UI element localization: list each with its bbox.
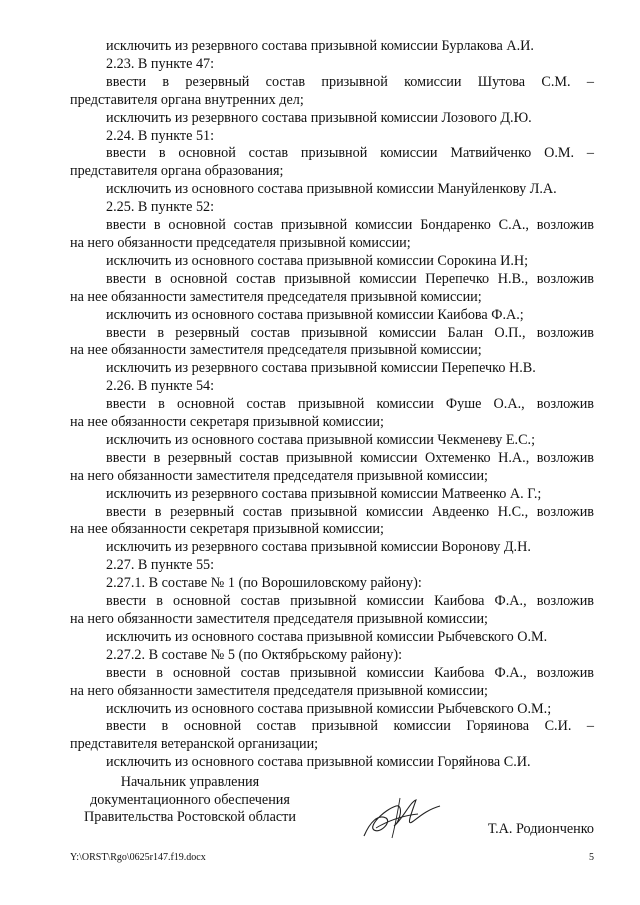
text-line: ввести в резервный состав призывной комиссии Авдеенко Н.С., возложив xyxy=(106,503,594,520)
handwritten-signature xyxy=(356,792,446,842)
page-footer xyxy=(70,852,594,863)
file-path: Y:\ORST\Rgo\0625r147.f19.docx xyxy=(70,852,206,863)
text-line: исключить из основного состава призывной комиссии Сорокина И.Н; xyxy=(106,252,529,269)
text-line: на него обязанности заместителя председателя призывной комиссии; xyxy=(70,467,488,484)
text-line: исключить из основного состава призывной комиссии Чекменеву Е.С.; xyxy=(106,431,536,448)
text-line: на него обязанности заместителя председателя призывной комиссии; xyxy=(70,611,488,627)
signatory-title-line: Начальник управления xyxy=(120,774,260,790)
text-line: исключить из основного состава призывной комиссии Горяйнова С.И. xyxy=(106,754,531,771)
signature-block xyxy=(70,774,594,844)
text-line: ввести в основной состав призывной комиссии Бондаренко С.А., возложив xyxy=(106,217,594,234)
text-line: ввести в основной состав призывной комиссии Перепечко Н.В., возложив xyxy=(106,270,594,287)
text-line: исключить из резервного состава призывной комиссии Матвеенко А. Г.; xyxy=(106,485,542,502)
text-line: на нее обязанности секретаря призывной комиссии; xyxy=(70,521,384,538)
text-line: ввести в резервный состав призывной комиссии Шутова С.М. – xyxy=(106,73,594,90)
text-line: исключить из резервного состава призывной комиссии Воронову Д.Н. xyxy=(106,539,531,556)
text-line: ввести в основной состав призывной комиссии Каибова Ф.А., возложив xyxy=(106,664,594,681)
signatory-name: Т.А. Родионченко xyxy=(487,821,594,837)
text-line: исключить из основного состава призывной комиссии Рыбчевского О.М. xyxy=(106,628,548,645)
text-line: на него обязанности председателя призывной комиссии; xyxy=(70,234,411,251)
text-line: ввести в основной состав призывной комиссии Каибова Ф.А., возложив xyxy=(106,593,594,610)
text-line: исключить из основного состава призывной комиссии Рыбчевского О.М.; xyxy=(106,700,552,717)
text-line: исключить из резервного состава призывной комиссии Лозового Д.Ю. xyxy=(106,109,532,126)
text-line: 2.25. В пункте 52: xyxy=(106,199,215,216)
text-line: ввести в резервный состав призывной комиссии Балан О.П., возложив xyxy=(106,324,594,341)
text-line: представителя ветеранской организации; xyxy=(70,736,319,753)
text-line: на него обязанности заместителя председателя призывной комиссии; xyxy=(70,682,488,699)
page-number: 5 xyxy=(589,852,594,863)
text-line: на нее обязанности заместителя председателя призывной комиссии; xyxy=(70,288,482,305)
text-line: исключить из резервного состава призывной комиссии Бурлакова А.И. xyxy=(106,38,534,54)
text-line: ввести в основной состав призывной комиссии Горяинова С.И. – xyxy=(106,718,594,735)
document-body xyxy=(70,38,594,772)
text-line: представителя органа образования; xyxy=(70,163,284,180)
signatory-title xyxy=(70,774,310,827)
text-line: исключить из основного состава призывной комиссии Каибова Ф.А.; xyxy=(106,306,524,323)
text-line: исключить из резервного состава призывной комиссии Перепечко Н.В. xyxy=(106,360,536,377)
text-line: ввести в основной состав призывной комиссии Матвийченко О.М. – xyxy=(106,145,594,162)
text-line: исключить из основного состава призывной комиссии Мануйленкову Л.А. xyxy=(106,181,557,198)
text-line: 2.27. В пункте 55: xyxy=(106,557,215,574)
text-line: ввести в резервный состав призывной комиссии Охтеменко Н.А., возложив xyxy=(106,449,594,466)
text-line: 2.23. В пункте 47: xyxy=(106,55,215,72)
text-line: на нее обязанности заместителя председателя призывной комиссии; xyxy=(70,342,482,359)
text-line: ввести в основной состав призывной комиссии Фуше О.А., возложив xyxy=(106,396,594,413)
text-line: 2.27.1. В составе № 1 (по Ворошиловскому району): xyxy=(106,575,422,592)
text-line: 2.24. В пункте 51: xyxy=(106,127,215,144)
text-line: 2.26. В пункте 54: xyxy=(106,378,215,395)
text-line: 2.27.2. В составе № 5 (по Октябрьскому району): xyxy=(106,646,403,663)
signatory-title-line: документационного обеспечения xyxy=(90,791,290,808)
text-line: на нее обязанности секретаря призывной комиссии; xyxy=(70,414,384,431)
signatory-title-line: Правительства Ростовской области xyxy=(84,809,296,825)
text-line: представителя органа внутренних дел; xyxy=(70,91,304,108)
